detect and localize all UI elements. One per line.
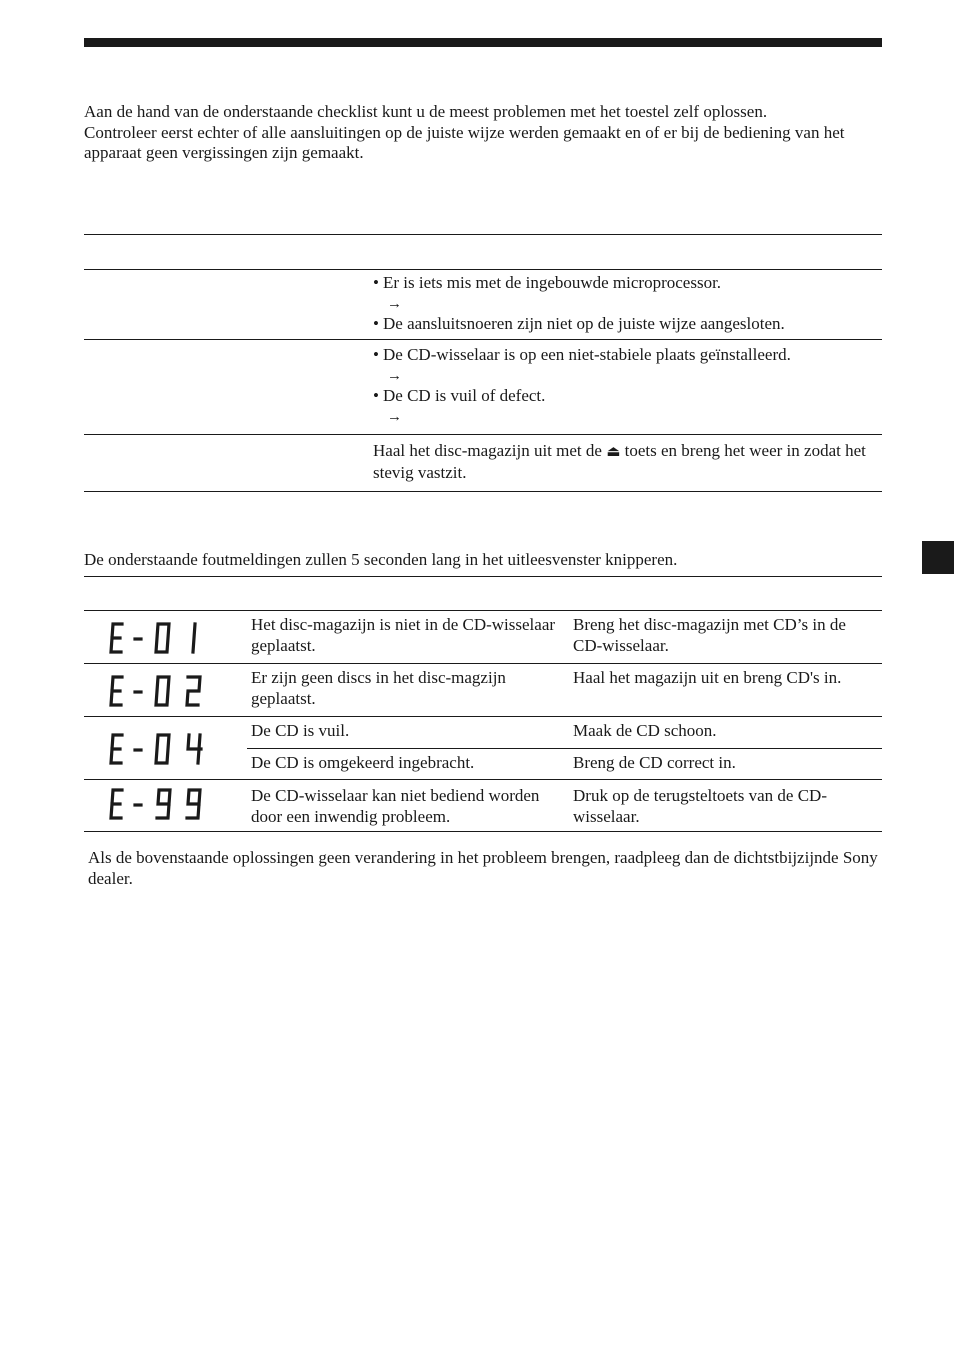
trouble-row-2-cause-1: De CD-wisselaar is op een niet-stabiele plaats geïnstalleerd.: [383, 345, 791, 364]
arrow-icon: →: [387, 367, 402, 384]
remedy-text: Haal het disc-magazijn uit met de: [373, 441, 602, 460]
error-cause: Er zijn geen discs in het disc-magzijn geplaatst.: [251, 668, 506, 708]
error-table-bottom-rule: [84, 831, 882, 832]
error-remedy: Breng het disc-magazijn met CD’s in de CD-wisselaar.: [573, 615, 846, 655]
intro-paragraph-2: Controleer eerst echter of alle aansluitingen op de juiste wijze werden gemaakt en of er bij de bediening van het apparaat geen vergissingen zijn gemaakt.: [84, 122, 845, 162]
trouble-row-3-remedy: [373, 441, 881, 483]
error-remedy: Haal het magazijn uit en breng CD's in.: [573, 668, 842, 687]
error-row-divider: [84, 779, 882, 780]
trouble-row-1-cause-2: De aansluitsnoeren zijn niet op de juiste wijze aangesloten.: [383, 314, 785, 333]
intro-paragraph-1: Aan de hand van de onderstaande checklist kunt u de meest problemen met het toestel zelf oplossen.: [84, 102, 768, 121]
trouble-table-header-rule: [84, 269, 882, 270]
error-cause: De CD is omgekeerd ingebracht.: [251, 753, 475, 772]
error-subrow-divider: [247, 748, 882, 749]
error-code-display: [108, 620, 208, 656]
error-remedy: Maak de CD schoon.: [573, 721, 717, 740]
eject-icon: ⏏: [606, 444, 621, 460]
trouble-row-1-causes: • Er is iets mis met de ingebouwde microprocessor. → • De aansluitsnoeren zijn niet op de juiste wijze aangesloten.: [373, 273, 878, 335]
error-cause: Het disc-magazijn is niet in de CD-wisselaar geplaatst.: [251, 615, 556, 655]
error-code-display: [108, 673, 208, 709]
error-row-divider: [84, 716, 882, 717]
error-cause: De CD-wisselaar kan niet bediend worden door een inwendig probleem.: [251, 786, 540, 826]
error-intro: De onderstaande foutmeldingen zullen 5 seconden lang in het uitleesvenster knipperen.: [84, 550, 678, 569]
error-code-display: [108, 786, 208, 822]
header-rule: [84, 38, 882, 47]
arrow-icon: →: [387, 408, 402, 425]
trouble-table-bottom-rule: [84, 491, 882, 492]
trouble-row-2-cause-2: De CD is vuil of defect.: [383, 386, 546, 405]
error-code-display: [108, 731, 208, 767]
error-row-divider: [84, 663, 882, 664]
trouble-row-divider: [84, 339, 882, 340]
error-remedy: Breng de CD correct in.: [573, 753, 736, 772]
error-cause: De CD is vuil.: [251, 721, 350, 740]
section-tab-marker: [922, 541, 954, 574]
trouble-row-1-cause-1: Er is iets mis met de ingebouwde microprocessor.: [383, 273, 722, 292]
trouble-row-divider: [84, 434, 882, 435]
arrow-icon: →: [387, 295, 402, 312]
footer-note: Als de bovenstaande oplossingen geen verandering in het probleem brengen, raadpleeg dan de dichtstbijzijnde Sony dealer.: [88, 848, 878, 888]
error-table-top-rule: [84, 576, 882, 577]
remedy-text: toets en breng het weer in zodat het stevig vastzit.: [373, 441, 866, 482]
error-remedy: Druk op de terugsteltoets van de CD-wisselaar.: [573, 786, 827, 826]
error-table-header-rule: [84, 610, 882, 611]
trouble-table-top-rule: [84, 234, 882, 235]
trouble-row-2-causes: • De CD-wisselaar is op een niet-stabiele plaats geïnstalleerd. → • De CD is vuil of defect. →: [373, 345, 878, 427]
intro-text: [84, 102, 874, 164]
